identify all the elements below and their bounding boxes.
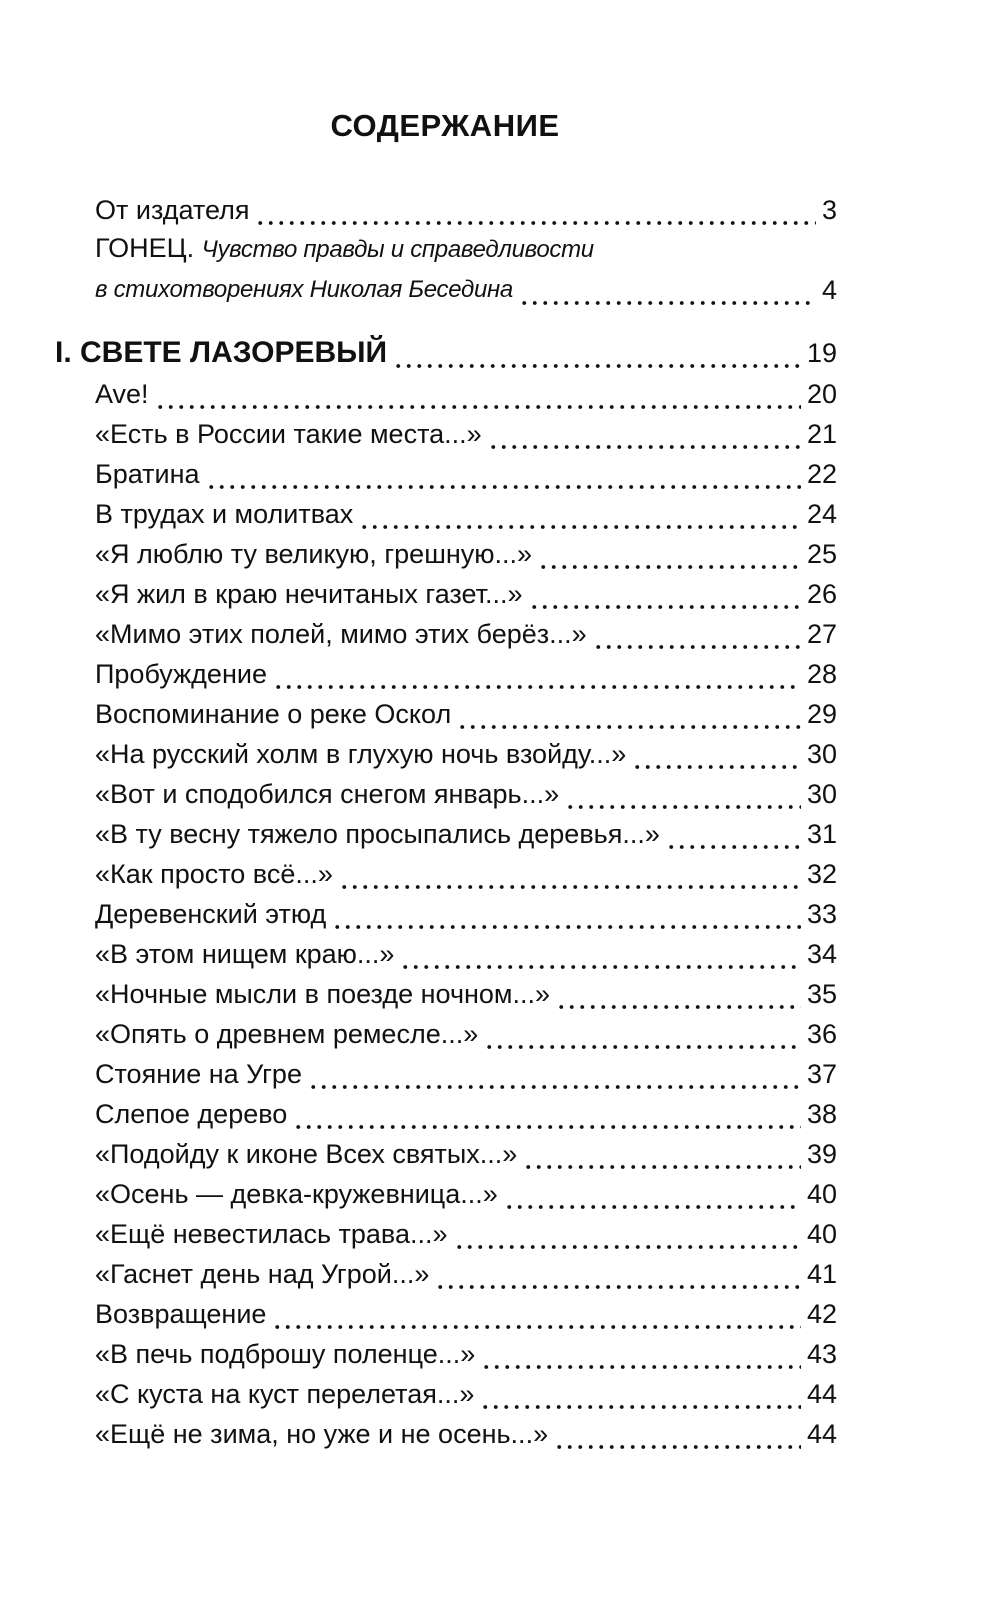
toc-entry-title: «В этом нищем краю...» [95, 939, 395, 969]
toc-entry-title: Слепое дерево [95, 1099, 288, 1129]
toc-entry-title: Братина [95, 459, 200, 489]
toc-entry [95, 454, 837, 494]
toc-entry [95, 614, 837, 654]
gonets-label: ГОНЕЦ. [95, 233, 195, 263]
toc-entry-title: Пробуждение [95, 659, 267, 689]
toc-entry-title: Воспоминание о реке Оскол [95, 699, 452, 729]
toc-entry-page: 43 [806, 1339, 837, 1369]
toc-entry-page: 21 [806, 419, 837, 449]
dot-leader [554, 1414, 801, 1454]
toc-entry-title: «Осень — девка-кружевница...» [95, 1179, 498, 1209]
toc-entry [95, 774, 837, 814]
dot-leader [488, 414, 801, 454]
dot-leader [457, 694, 801, 734]
toc-entry-page: 44 [806, 1379, 837, 1409]
toc-entry-page: 34 [806, 939, 837, 969]
toc-entry-page: 30 [806, 739, 837, 769]
dot-leader [293, 1094, 801, 1134]
toc-entry-page: 37 [806, 1059, 837, 1089]
toc-entry-title: Возвращение [95, 1299, 267, 1329]
dot-leader [480, 1374, 801, 1414]
toc-entry-page: 26 [806, 579, 837, 609]
toc-entry-title: «Мимо этих полей, мимо этих берёз...» [95, 619, 587, 649]
dot-leader [393, 333, 801, 373]
dot-leader [454, 1214, 801, 1254]
dot-leader [666, 814, 801, 854]
dot-leader [308, 1054, 801, 1094]
section-title: I. СВЕТЕ ЛАЗОРЕВЫЙ [55, 336, 388, 369]
dot-leader [484, 1014, 801, 1054]
toc-entry-title: «Как просто всё...» [95, 859, 333, 889]
toc-entry-page: 28 [806, 659, 837, 689]
toc-entry-gonets-line2 [95, 270, 837, 310]
toc-entry [95, 1214, 837, 1254]
toc-entry-page: 25 [806, 539, 837, 569]
toc-entry-page: 20 [806, 379, 837, 409]
dot-leader [593, 614, 801, 654]
gonets-subtitle-line1: Чувство правды и справедливости [201, 236, 594, 263]
dot-leader [556, 974, 801, 1014]
section-heading [55, 333, 837, 373]
toc-entry-title: «С куста на куст перелетая...» [95, 1379, 475, 1409]
dot-leader [155, 374, 801, 414]
dot-leader [504, 1174, 801, 1214]
toc-entry-page: 4 [821, 275, 837, 305]
toc-entry-page: 44 [806, 1419, 837, 1449]
toc-entry [95, 414, 837, 454]
toc-entry [95, 734, 837, 774]
toc-entry [95, 534, 837, 574]
toc-entry-page: 24 [806, 499, 837, 529]
toc-entry-title: «Гаснет день над Угрой...» [95, 1259, 430, 1289]
dot-leader [273, 654, 801, 694]
toc-entry-page: 35 [806, 979, 837, 1009]
toc-entry [95, 1414, 837, 1454]
toc-entry-title: В трудах и молитвах [95, 499, 354, 529]
toc-entry-title: От издателя [95, 195, 250, 225]
toc-entry-title: «Есть в России такие места...» [95, 419, 482, 449]
dot-leader [272, 1294, 801, 1334]
section-page: 19 [806, 338, 837, 368]
dot-leader [529, 574, 801, 614]
toc-entry [95, 894, 837, 934]
toc-entry-title: «На русский холм в глухую ночь взойду...» [95, 739, 627, 769]
toc-entry [95, 974, 837, 1014]
toc-entry-page: 40 [806, 1219, 837, 1249]
toc-entry-page: 40 [806, 1179, 837, 1209]
toc-entry-title: «Ночные мысли в поезде ночном...» [95, 979, 551, 1009]
toc-entry [95, 1054, 837, 1094]
toc-entry [95, 854, 837, 894]
dot-leader [206, 454, 801, 494]
front-matter [95, 190, 837, 310]
toc-entry-page: 41 [806, 1259, 837, 1289]
toc-entry-page: 27 [806, 619, 837, 649]
toc-entry-title: «Я жил в краю нечитаных газет...» [95, 579, 523, 609]
toc-entry-publisher [95, 190, 837, 230]
toc-entry-title: Ave! [95, 379, 149, 409]
gonets-subtitle-line2: в стихотворениях Николая Беседина [95, 276, 513, 303]
dot-leader [538, 534, 801, 574]
toc-entry-title: «В печь подброшу поленце...» [95, 1339, 476, 1369]
toc-entry-title: «Я люблю ту великую, грешную...» [95, 539, 533, 569]
dot-leader [400, 934, 801, 974]
toc-entry-title: «Опять о древнем ремесле...» [95, 1019, 479, 1049]
section-row [55, 333, 837, 373]
toc-entries [95, 374, 837, 1454]
toc-entry [95, 934, 837, 974]
dot-leader [435, 1254, 801, 1294]
toc-entry [95, 1334, 837, 1374]
toc-entry [95, 374, 837, 414]
toc-entry [95, 654, 837, 694]
toc-entry [95, 694, 837, 734]
dot-leader [565, 774, 801, 814]
toc-entry-title: «Вот и сподобился снегом январь...» [95, 779, 560, 809]
toc-entry-page: 38 [806, 1099, 837, 1129]
toc-entry-page: 33 [806, 899, 837, 929]
toc-entry-page: 31 [806, 819, 837, 849]
dot-leader [519, 270, 816, 310]
toc-entry [95, 1094, 837, 1134]
dot-leader [523, 1134, 801, 1174]
toc-entry-page: 22 [806, 459, 837, 489]
toc-entry-page: 29 [806, 699, 837, 729]
toc-entry-page: 30 [806, 779, 837, 809]
toc-entry-page: 32 [806, 859, 837, 889]
dot-leader [359, 494, 801, 534]
toc-entry [95, 1374, 837, 1414]
dot-leader [255, 190, 815, 230]
dot-leader [332, 894, 801, 934]
toc-entry-page: 39 [806, 1139, 837, 1169]
page-title: СОДЕРЖАНИЕ [330, 108, 560, 143]
toc-entry [95, 574, 837, 614]
toc-entry-page: 36 [806, 1019, 837, 1049]
toc-entry [95, 1134, 837, 1174]
toc-entry [95, 1014, 837, 1054]
dot-leader [339, 854, 801, 894]
toc-entry-page: 42 [806, 1299, 837, 1329]
dot-leader [632, 734, 801, 774]
toc-entry-title: «Ещё невестилась трава...» [95, 1219, 448, 1249]
toc-entry-title: Стояние на Угре [95, 1059, 302, 1089]
toc-entry-title: Деревенский этюд [95, 899, 327, 929]
toc-entry-title: «Ещё не зима, но уже и не осень...» [95, 1419, 549, 1449]
toc-entry-title [95, 228, 594, 270]
toc-entry-title: «В ту весну тяжело просыпались деревья...» [95, 819, 660, 849]
toc-entry [95, 494, 837, 534]
toc-entry [95, 814, 837, 854]
toc-entry-title: «Подойду к иконе Всех святых...» [95, 1139, 518, 1169]
toc-entry-gonets-line1 [95, 230, 837, 270]
toc-entry [95, 1254, 837, 1294]
toc-entry [95, 1294, 837, 1334]
toc-entry-page: 3 [821, 195, 837, 225]
toc-entry [95, 1174, 837, 1214]
dot-leader [481, 1334, 801, 1374]
